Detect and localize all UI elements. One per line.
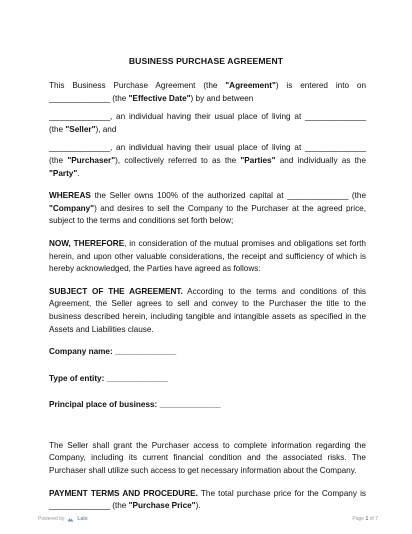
date-blank[interactable]: ______________ bbox=[49, 93, 110, 103]
payment-paragraph: PAYMENT TERMS AND PROCEDURE. The total purchase price for the Company is ______________ (the "Purchase Price"). bbox=[49, 488, 366, 511]
document-body bbox=[49, 80, 366, 513]
place-of-business-blank[interactable]: ______________ bbox=[159, 400, 221, 410]
now-therefore-paragraph: NOW, THEREFORE, in consideration of the mutual promises and obligations set forth herein, and upon other valuable considerations, the receipt and sufficiency of which is hereby acknowledged, the Parties have agreed as follows: bbox=[49, 238, 366, 274]
document-title: BUSINESS PURCHASE AGREEMENT bbox=[128, 56, 284, 66]
capital-blank[interactable]: ______________ bbox=[287, 191, 349, 201]
powered-by: Powered by Lalo bbox=[38, 516, 88, 522]
whereas-paragraph: WHEREAS the Seller owns 100% of the authorized capital at ______________ (the "Company") and desires to sell the Company to the Purchaser at the agreed price, subject to the terms and conditions set forth below; bbox=[49, 191, 367, 226]
place-of-business-field: Principal place of business: ______________ bbox=[49, 400, 221, 410]
entity-type-field: Type of entity: ______________ bbox=[49, 373, 168, 383]
page-footer bbox=[38, 516, 378, 522]
brand-name: Lalo bbox=[77, 516, 88, 522]
seller-address-blank[interactable]: ______________ bbox=[305, 112, 366, 122]
purchase-price-blank[interactable]: ______________ bbox=[49, 501, 110, 511]
intro-paragraph: This Business Purchase Agreement (the "Agreement") is entered into on ______________ (the "Effective Date") by and between bbox=[49, 81, 366, 103]
company-name-blank[interactable]: ______________ bbox=[114, 347, 176, 357]
purchaser-paragraph: ______________, an individual having their usual place of living at ______________ (the "Purchaser"), collectively referred to as the "Parties" and individually as the "Party". bbox=[49, 143, 367, 178]
access-paragraph: The Seller shall grant the Purchaser access to complete information regarding the Company, including its current financial condition and the associated risks. The Purchaser shall utilize such access to get necessary information about the Company. bbox=[49, 440, 366, 476]
purchaser-address-blank[interactable]: ______________ bbox=[305, 143, 366, 153]
seller-name-blank[interactable]: ______________ bbox=[49, 112, 110, 122]
lalo-logo-icon bbox=[67, 517, 74, 522]
page-number: Page 1 of 7 bbox=[352, 516, 378, 522]
purchaser-name-blank[interactable]: ______________ bbox=[49, 143, 110, 153]
seller-paragraph: ______________, an individual having their usual place of living at ______________ (the "Seller"), and bbox=[49, 112, 366, 134]
company-name-field: Company name: ______________ bbox=[49, 347, 176, 357]
subject-paragraph: SUBJECT OF THE AGREEMENT. According to the terms and conditions of this Agreement, the Seller agrees to sell and convey to the Purchaser the title to the business described herein, including tangible and intangible assets as specified in the Assets and Liabilities clause. bbox=[49, 286, 366, 334]
entity-type-blank[interactable]: ______________ bbox=[106, 373, 168, 383]
